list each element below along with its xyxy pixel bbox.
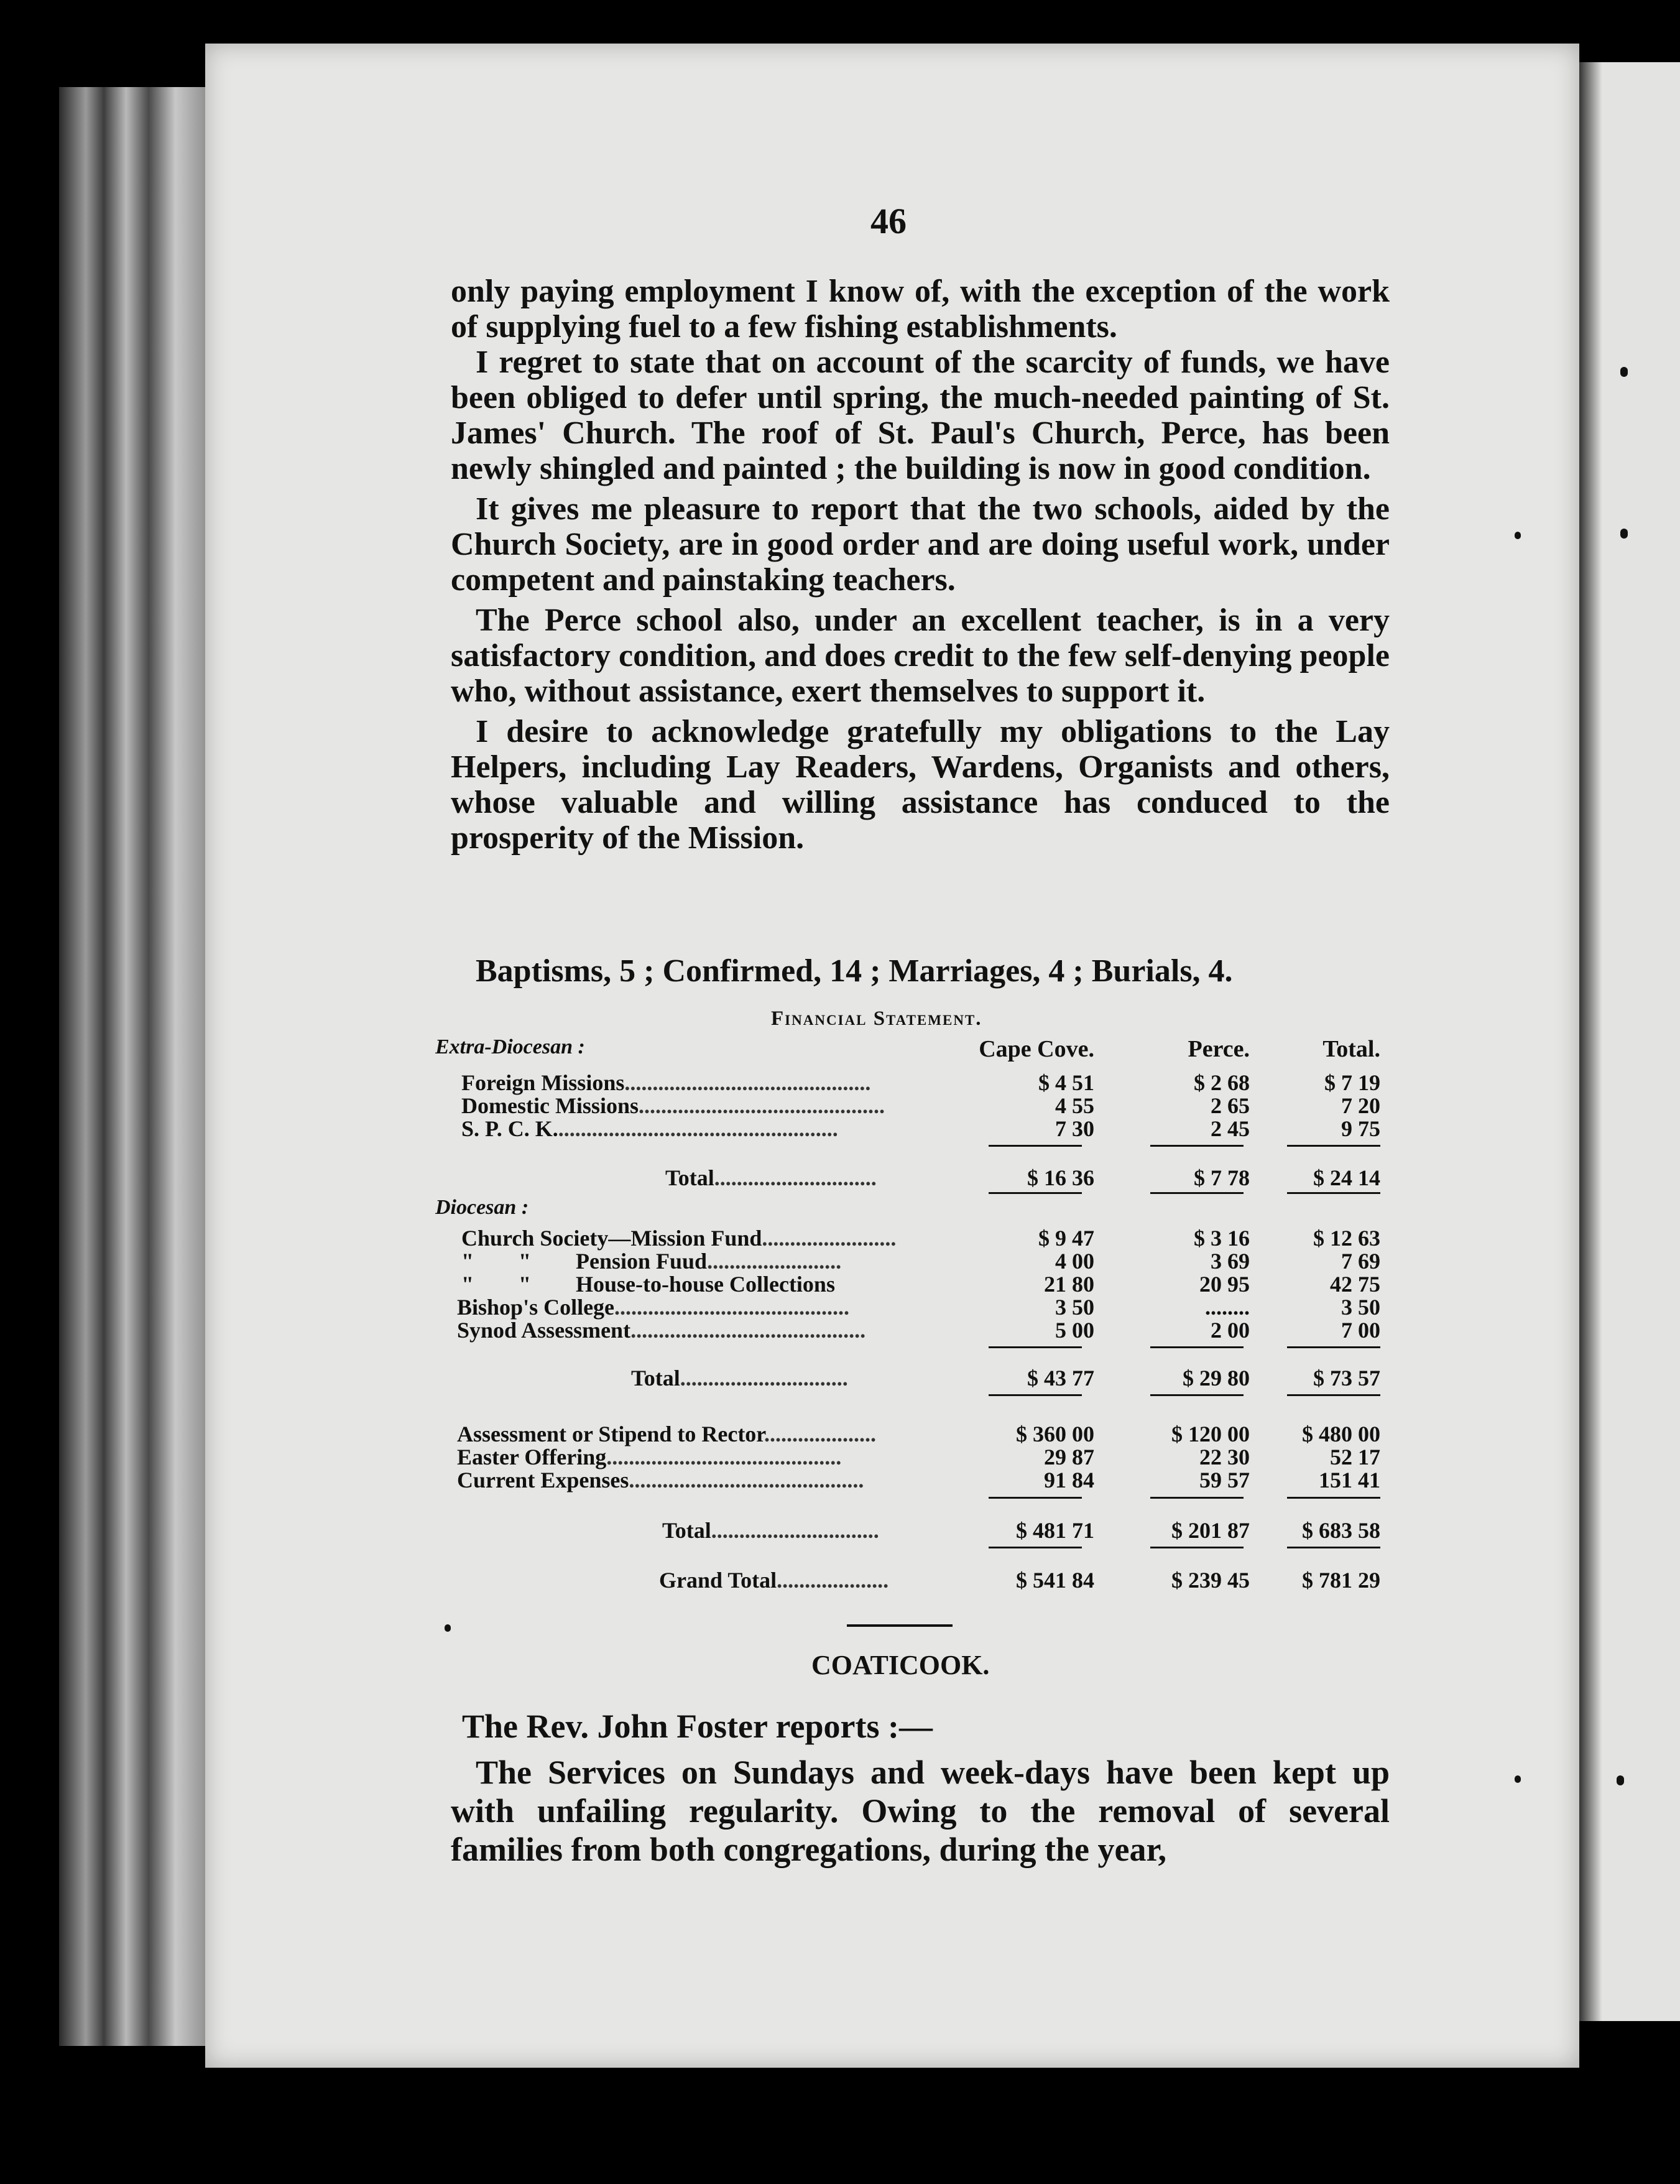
scan-speck: [1620, 367, 1628, 377]
cell-total: 9 75: [1341, 1116, 1380, 1141]
sum-rule: [1287, 1145, 1380, 1147]
cell-cape-cove: $ 9 47: [1038, 1226, 1094, 1251]
cell-perce: 2 00: [1211, 1318, 1250, 1343]
adjacent-page-edge: [1576, 62, 1680, 2021]
row-label: Foreign Missions............................................: [461, 1070, 871, 1095]
statistics-line: Baptisms, 5 ; Confirmed, 14 ; Marriages, 4 ; Burials, 4.: [476, 953, 1233, 989]
scan-speck: [1515, 532, 1521, 539]
cell-total: $ 480 00: [1302, 1422, 1380, 1446]
row-label: Synod Assessment..........................................: [457, 1318, 866, 1343]
cell-cape-cove: 3 50: [1055, 1295, 1094, 1320]
sum-rule: [1150, 1497, 1244, 1499]
cell-total: 151 41: [1319, 1468, 1380, 1492]
sum-rule: [989, 1145, 1082, 1147]
cell-perce: 3 69: [1211, 1249, 1250, 1274]
cell-perce: $ 120 00: [1171, 1422, 1250, 1446]
sum-rule: [1287, 1497, 1380, 1499]
cell-cape-cove: $ 16 36: [1027, 1165, 1094, 1190]
cell-perce: $ 201 87: [1171, 1518, 1250, 1543]
cell-perce: $ 3 16: [1194, 1226, 1250, 1251]
cell-total: 7 00: [1341, 1318, 1380, 1343]
paragraph-5: I desire to acknowledge gratefully my obligations to the Lay Helpers, including Lay Readers, Wardens, Organists and others, whose valuable and willing assistance has conduced to the prosperity of the Mission.: [451, 714, 1390, 856]
cell-perce: 2 45: [1211, 1116, 1250, 1141]
cell-cape-cove: $ 4 51: [1038, 1070, 1094, 1095]
table-row: [435, 1444, 1380, 1469]
cell-total: $ 24 14: [1313, 1165, 1380, 1190]
scan-speck: [445, 1624, 451, 1632]
table-row: [435, 1421, 1380, 1446]
body-text-top: [451, 274, 1390, 856]
financial-statement-title: Financial Statement.: [771, 1007, 982, 1030]
row-label: " " Pension Fuud........................: [461, 1249, 842, 1274]
table-row: [435, 1294, 1380, 1319]
cell-cape-cove: $ 43 77: [1027, 1366, 1094, 1390]
paragraph-3: It gives me pleasure to report that the two schools, aided by the Church Society, are in good order and are doing useful work, under competent and painstaking teachers.: [451, 491, 1390, 598]
paragraph-4: The Perce school also, under an excellent teacher, is in a very satisfactory condition, and does credit to the few self-denying people who, without assistance, exert themselves to support it.: [451, 603, 1390, 709]
sum-rule: [989, 1346, 1082, 1348]
report-paragraph: The Services on Sundays and week-days have been kept up with unfailing regularity. Owing to the removal of several families from both congregations, during the year,: [451, 1754, 1390, 1868]
row-label: Total..............................: [631, 1366, 848, 1390]
cell-cape-cove: 29 87: [1044, 1445, 1094, 1469]
cell-total: 3 50: [1341, 1295, 1380, 1320]
cell-total: $ 7 19: [1324, 1070, 1380, 1095]
table-row: [435, 1070, 1380, 1094]
cell-perce: ........: [1205, 1295, 1250, 1320]
cell-perce: $ 239 45: [1171, 1568, 1250, 1593]
paragraph-1: only paying employment I know of, with the exception of the work of supplying fuel to a few fishing establishments.: [451, 274, 1390, 345]
page-number: 46: [870, 201, 907, 241]
cell-total: 52 17: [1330, 1445, 1380, 1469]
cell-total: $ 781 29: [1302, 1568, 1380, 1593]
cell-total: $ 73 57: [1313, 1366, 1380, 1390]
row-label: Current Expenses..........................................: [457, 1468, 864, 1492]
scan-speck: [1617, 1775, 1624, 1785]
section-row: [435, 1196, 1380, 1221]
column-header-perce: Perce.: [1188, 1036, 1250, 1062]
row-label: " " House-to-house Collections: [461, 1272, 835, 1297]
row-label: Easter Offering..........................................: [457, 1445, 842, 1469]
cell-cape-cove: $ 481 71: [1016, 1518, 1094, 1543]
cell-perce: 20 95: [1199, 1272, 1250, 1297]
cell-cape-cove: 5 00: [1055, 1318, 1094, 1343]
cell-cape-cove: $ 360 00: [1016, 1422, 1094, 1446]
cell-cape-cove: 4 55: [1055, 1093, 1094, 1118]
section-heading: COATICOOK.: [811, 1650, 990, 1680]
sum-rule: [1150, 1346, 1244, 1348]
column-header-total: Total.: [1322, 1036, 1380, 1062]
section-divider: [847, 1624, 953, 1627]
table-row: [435, 1271, 1380, 1296]
sum-rule: [1150, 1145, 1244, 1147]
row-label: Grand Total....................: [659, 1568, 889, 1593]
body-text-bottom: [451, 1707, 1390, 1869]
subtotal-row: [435, 1517, 1380, 1542]
sum-rule: [1150, 1547, 1244, 1548]
sum-rule: [989, 1497, 1082, 1499]
cell-perce: 2 65: [1211, 1093, 1250, 1118]
sum-rule: [989, 1394, 1082, 1396]
sum-rule: [1287, 1547, 1380, 1548]
table-row: [435, 1248, 1380, 1273]
cell-total: $ 683 58: [1302, 1518, 1380, 1543]
table-header-row: [435, 1035, 1380, 1060]
cell-perce: 22 30: [1199, 1445, 1250, 1469]
row-label: S. P. C. K...................................................: [461, 1116, 838, 1141]
row-label: Total.............................: [665, 1165, 877, 1190]
table-row: [435, 1467, 1380, 1492]
row-label: Domestic Missions............................................: [461, 1093, 885, 1118]
sum-rule: [1287, 1192, 1380, 1194]
table-row: [435, 1317, 1380, 1342]
scan-speck: [1620, 529, 1628, 539]
row-label: Total..............................: [662, 1518, 879, 1543]
sum-rule: [1150, 1394, 1244, 1396]
scan-speck: [1515, 1775, 1521, 1783]
table-row: [435, 1093, 1380, 1117]
sum-rule: [989, 1192, 1082, 1194]
cell-perce: $ 7 78: [1194, 1165, 1250, 1190]
row-label: Assessment or Stipend to Rector....................: [457, 1422, 876, 1446]
grand-total-row: [435, 1567, 1380, 1592]
sum-rule: [1287, 1346, 1380, 1348]
book-edge-pages: [59, 87, 208, 2046]
cell-cape-cove: 91 84: [1044, 1468, 1094, 1492]
cell-cape-cove: 7 30: [1055, 1116, 1094, 1141]
sum-rule: [989, 1547, 1082, 1548]
cell-total: 7 69: [1341, 1249, 1380, 1274]
cell-perce: 59 57: [1199, 1468, 1250, 1492]
sum-rule: [1287, 1394, 1380, 1396]
section-label-extra-diocesan: Extra-Diocesan :: [435, 1035, 585, 1058]
table-row: [435, 1225, 1380, 1250]
cell-cape-cove: 4 00: [1055, 1249, 1094, 1274]
cell-perce: $ 29 80: [1183, 1366, 1250, 1390]
cell-cape-cove: $ 541 84: [1016, 1568, 1094, 1593]
cell-total: 42 75: [1330, 1272, 1380, 1297]
subtotal-row: [435, 1365, 1380, 1390]
row-label: Bishop's College..........................................: [457, 1295, 850, 1320]
paragraph-2: I regret to state that on account of the scarcity of funds, we have been obliged to defer until spring, the much-needed painting of St. James' Church. The roof of St. Paul's Church, Perce, has been newly shingled and painted ; the building is now in good condition.: [451, 345, 1390, 486]
sum-rule: [1150, 1192, 1244, 1194]
column-header-cape-cove: Cape Cove.: [979, 1036, 1094, 1062]
cell-cape-cove: 21 80: [1044, 1272, 1094, 1297]
section-label-diocesan: Diocesan :: [435, 1196, 529, 1219]
row-label: Church Society—Mission Fund........................: [461, 1226, 897, 1251]
report-intro: The Rev. John Foster reports :—: [462, 1708, 933, 1745]
subtotal-row: [435, 1165, 1380, 1190]
table-row: [435, 1116, 1380, 1141]
cell-total: 7 20: [1341, 1093, 1380, 1118]
cell-total: $ 12 63: [1313, 1226, 1380, 1251]
cell-perce: $ 2 68: [1194, 1070, 1250, 1095]
